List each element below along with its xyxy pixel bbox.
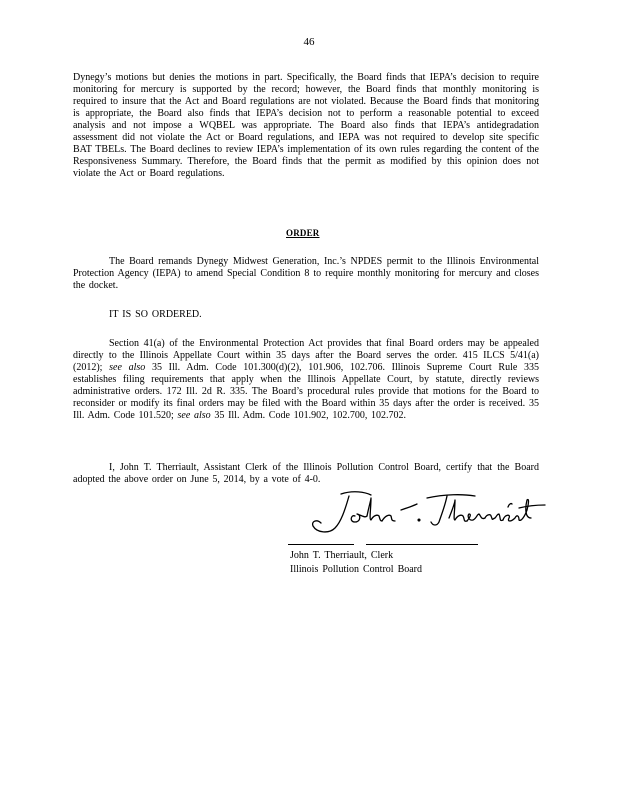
paragraph-certification: I, John T. Therriault, Assistant Clerk of the Illinois Pollution Control Board, certify that the Board adopted the above order on June 5, 2014, by a vote of 4-0.	[73, 462, 539, 485]
handwritten-signature	[305, 486, 550, 538]
see-also-citation-1: see also	[109, 362, 146, 373]
signatory-organization: Illinois Pollution Control Board	[290, 564, 423, 575]
paragraph-conclusion: Dynegy’s motions but denies the motions in part. Specifically, the Board finds that IEPA’s decision to require monitoring for mercury is supported by the record; however, the Board finds that monthly monitoring is required to insure that the Act and Board regulations are not violated. Because the Board finds that monitoring is appropriate, the Board also finds that IEPA’s decision not to perform a reasonable potential to exceed analysis and not impose a WQBEL was appropriate. The Board also finds that IEPA’s antidegradation assessment did not violate the Act or Board regulations, and IEPA was not required to develop site specific BAT TBELs. The Board declines to review IEPA’s implementation of its own rules regarding the content of the Responsiveness Summary. Therefore, the Board finds that the permit as modified by this opinion does not violate the Act or Board regulations.	[73, 72, 539, 179]
appeal-text-part-1: Section 41(a) of the Environmental Protection Act provides that final Board orders may be appealed directly to the Illinois Appellate Court within 35 days after the Board serves the order. 415 ILCS 5/41(a) (2012);	[73, 338, 539, 373]
signature-underline-left	[288, 544, 354, 545]
page-number: 46	[303, 36, 315, 48]
order-heading: ORDER	[286, 228, 320, 238]
see-also-citation-2: see also	[177, 410, 211, 421]
paragraph-order: The Board remands Dynegy Midwest Generation, Inc.’s NPDES permit to the Illinois Environmental Protection Agency (IEPA) to amend Special Condition 8 to require monthly monitoring for mercury and closes the docket.	[73, 256, 539, 291]
appeal-text-part-3: 35 Ill. Adm. Code 101.902, 102.700, 102.702.	[210, 410, 407, 421]
signature-underline	[288, 544, 478, 546]
signatory-name: John T. Therriault, Clerk	[290, 550, 394, 561]
signature-underline-right	[366, 544, 478, 545]
appeal-text-part-2: 35 Ill. Adm. Code 101.300(d)(2), 101.906, 102.706. Illinois Supreme Court Rule 335 establishes filing requirements that apply when the Illinois Appellate Court, by statute, directly reviews administrative orders. 172 Ill. 2d R. 335. The Board’s procedural rules provide that motions for the Board to reconsider or modify its final orders may be filed with the Board within 35 days after the order is received. 35 Ill. Adm. Code 101.520;	[73, 362, 539, 421]
so-ordered-line: IT IS SO ORDERED.	[109, 309, 202, 320]
paragraph-appeal-rights	[73, 338, 539, 422]
